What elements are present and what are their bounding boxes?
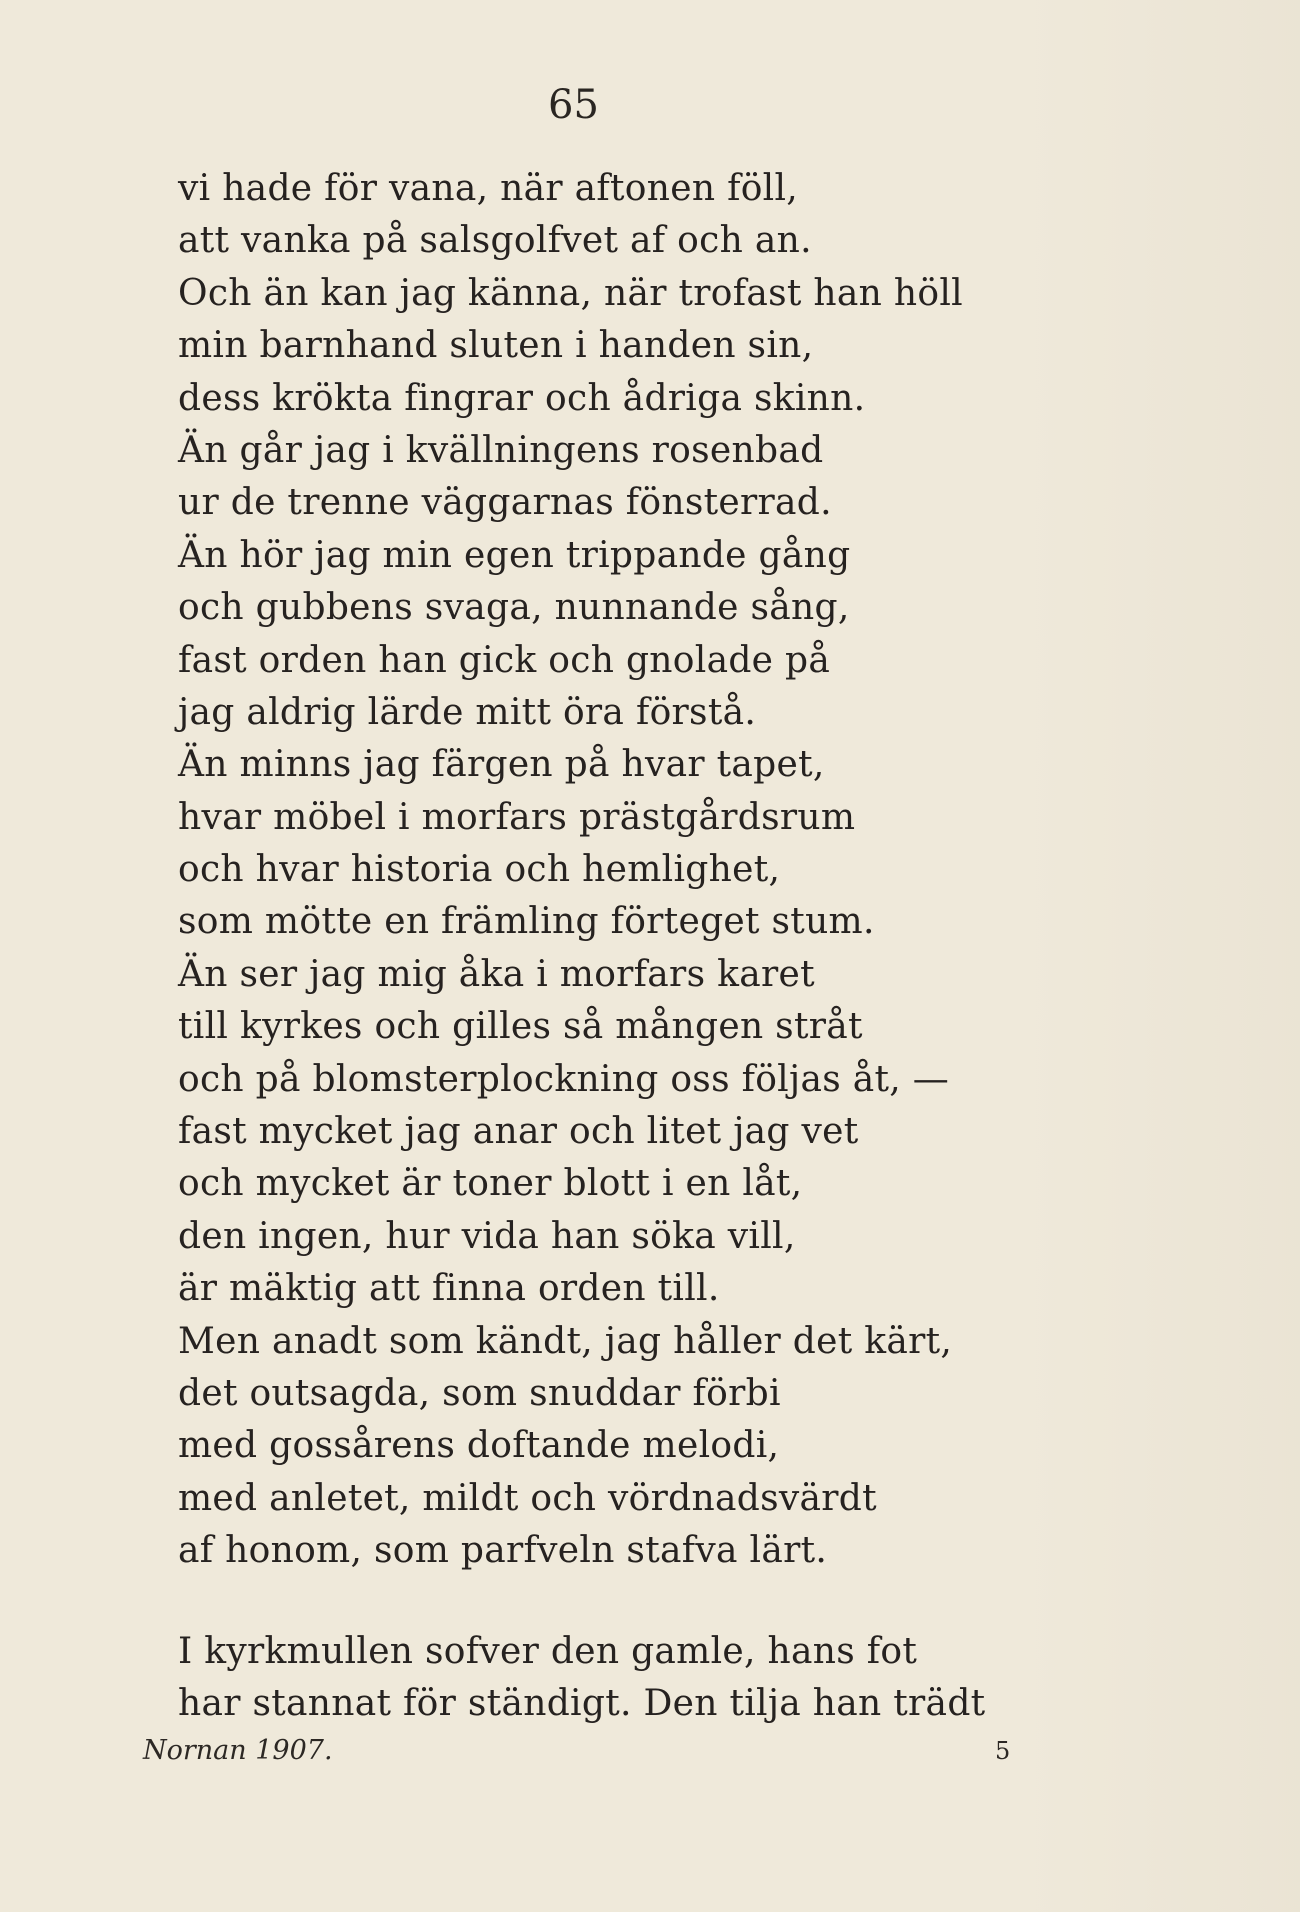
poem-line: till kyrkes och gilles så mången stråt [178, 1006, 863, 1048]
poem-line: och hvar historia och hemlighet, [178, 849, 781, 891]
poem-line: dess krökta fingrar och ådriga skinn. [178, 377, 866, 419]
poem-line: fast mycket jag anar och litet jag vet [178, 1111, 859, 1153]
poem-line: vi hade för vana, när aftonen föll, [178, 168, 799, 209]
poem-line: det outsagda, som snuddar förbi [178, 1372, 781, 1414]
poem-line: hvar möbel i morfars prästgårdsrum [178, 796, 856, 838]
poem-line: och gubbens svaga, nunnande sång, [178, 587, 850, 629]
poem-line: ur de trenne väggarnas fönsterrad. [178, 482, 832, 524]
poem-line: jag aldrig lärde mitt öra förstå. [178, 691, 757, 733]
poem-line: Än ser jag mig åka i morfars karet [178, 953, 815, 995]
poem-line: och på blomsterplockning oss följas åt, — [178, 1058, 950, 1100]
poem-line: min barnhand sluten i handen sin, [178, 325, 814, 367]
poem-line: och mycket är toner blott i en låt, [178, 1163, 803, 1205]
poem-line: som mötte en främling förteget stum. [178, 901, 875, 943]
poem-continuation [178, 1626, 1078, 1731]
poem-line: Men anadt som kändt, jag håller det kärt, [178, 1320, 953, 1362]
footer-source: Nornan 1907. [143, 1735, 333, 1766]
poem-line: Än minns jag färgen på hvar tapet, [178, 744, 825, 786]
poem-stanza [178, 163, 1038, 1578]
poem-line: den ingen, hur vida han söka vill, [178, 1215, 796, 1257]
page-number: 65 [548, 82, 599, 128]
poem-line: Än går jag i kvällningens rosenbad [178, 429, 824, 471]
poem-line: är mäktig att finna orden till. [178, 1268, 720, 1310]
poem-line: med anletet, mildt och vördnadsvärdt [178, 1477, 877, 1519]
footer-signature: 5 [995, 1737, 1011, 1765]
poem-line: att vanka på salsgolfvet af och an. [178, 220, 812, 262]
poem-line: I kyrkmullen sofver den gamle, hans fot [178, 1631, 918, 1672]
poem-line: har stannat för ständigt. Den tilja han trädt [178, 1683, 986, 1725]
poem-line: fast orden han gick och gnolade på [178, 639, 831, 681]
poem-line: Än hör jag min egen trippande gång [178, 534, 851, 576]
poem-line: Och än kan jag känna, när trofast han höll [178, 272, 963, 314]
poem-line: af honom, som parfveln stafva lärt. [178, 1530, 828, 1572]
poem-line: med gossårens doftande melodi, [178, 1425, 780, 1467]
